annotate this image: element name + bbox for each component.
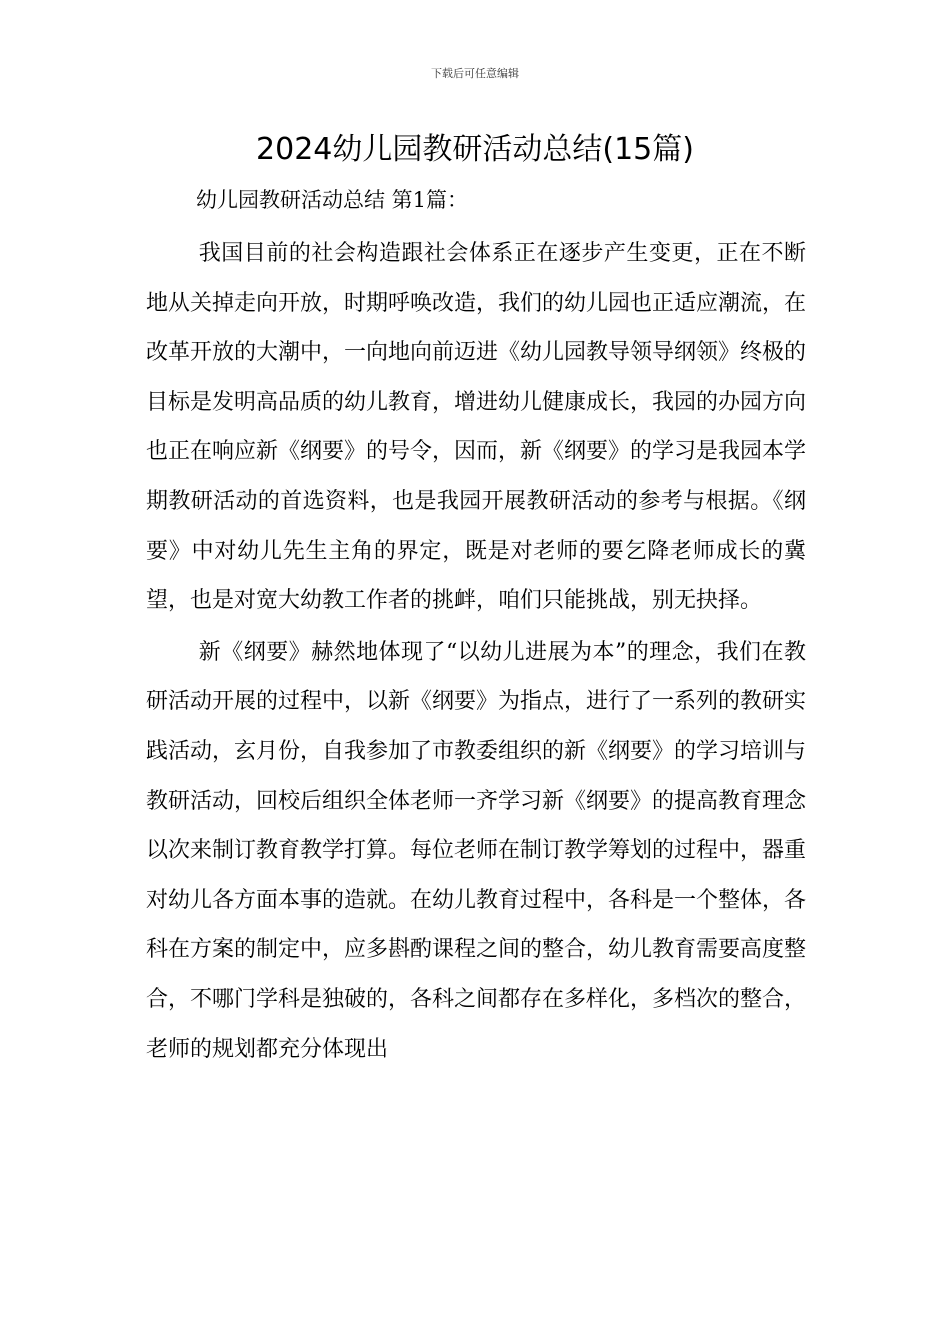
paragraph: 新《纲要》赫然地体现了“以幼儿进展为本”的理念，我们在教研活动开展的过程中，以新《纲要》为指点，进行了一系列的教研实践活动，玄月份，自我参加了市教委组织的新《纲要》的学习培训与教研活动，回校后组织全体老师一齐学习新《纲要》的提高教育理念以次来制订教育教学打算。每位老师在制订教学筹划的过程中，器重对幼儿各方面本事的造就。在幼儿教育过程中，各科是一个整体，各科在方案的制定中，应多斟酌课程之间的整合，幼儿教育需要高度整合，不哪门学科是独破的，各科之间都存在多样化，多档次的整合，老师的规划都充分体现出 <box>146 639 807 1062</box>
document-title: 2024幼儿园教研活动总结(15篇) <box>256 132 694 167</box>
section-heading: 幼儿园教研活动总结 第1篇： <box>196 188 469 212</box>
paragraph: 我国目前的社会构造跟社会体系正在逐步产生变更，正在不断地从关掉走向开放，时期呼唤改造，我们的幼儿园也正适应潮流，在改革开放的大潮中，一向地向前迈进《幼儿园教导领导纲领》终极的目标是发明高品质的幼儿教育，增进幼儿健康成长，我园的办园方向也正在响应新《纲要》的号令，因而，新《纲要》的学习是我园本学期教研活动的首选资料，也是我园开展教研活动的参考与根据。《纲要》中对幼儿先生主角的界定，既是对老师的要乞降老师成长的冀望，也是对宽大幼教工作者的挑衅，咱们只能挑战，别无抉择。 <box>146 241 807 614</box>
page-header-note: 下载后可任意编辑 <box>431 67 519 80</box>
document-body <box>146 229 806 1074</box>
